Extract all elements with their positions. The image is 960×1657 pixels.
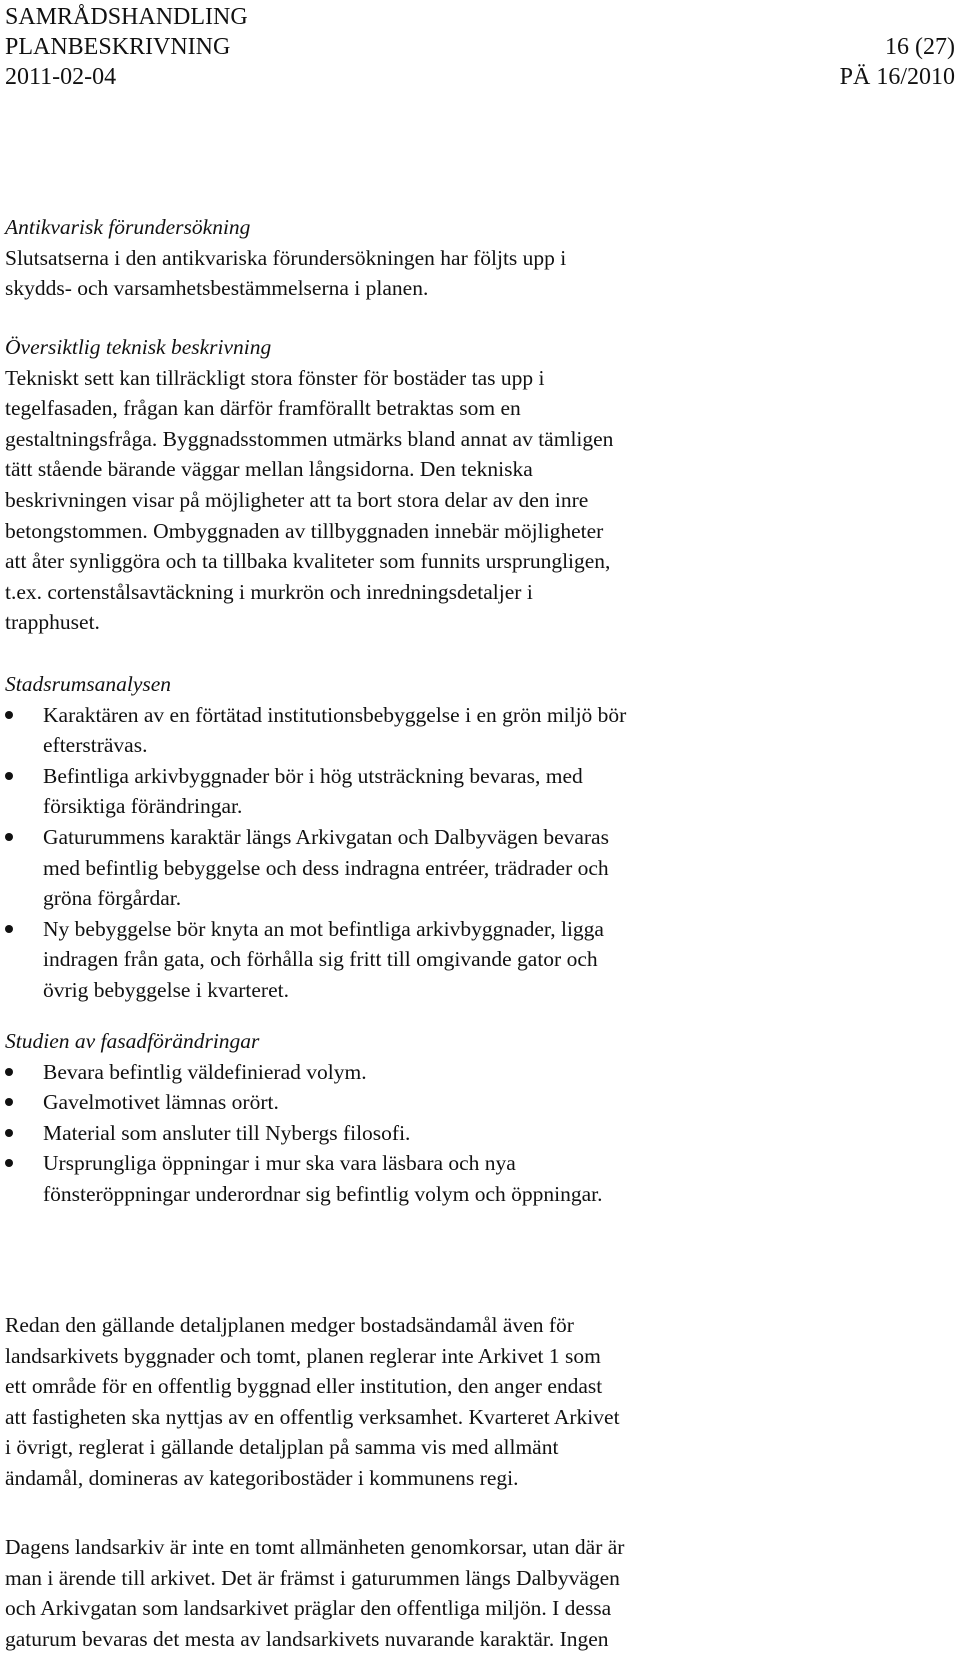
- item-line: Ny bebyggelse bör knyta an mot befintliga arkivbyggnader, ligga: [43, 916, 604, 941]
- item-line: indragen från gata, och förhålla sig fritt till omgivande gator och: [43, 947, 598, 972]
- paragraph-line: i övrigt, reglerat i gällande detaljplan på samma vis med allmänt: [5, 1435, 559, 1460]
- section-title: Stadsrumsanalysen: [5, 672, 172, 696]
- item-line: fönsteröppningar underordnar sig befintlig volym och öppningar.: [43, 1181, 603, 1206]
- document-type: PLANBESKRIVNING: [5, 34, 231, 60]
- section-title: Studien av fasadförändringar: [5, 1029, 260, 1053]
- page-number: 16 (27): [885, 34, 955, 60]
- paragraph-line: Slutsatserna i den antikvariska förundersökningen har följts upp i: [5, 245, 567, 270]
- list-item: [5, 822, 955, 914]
- header-row-3: [5, 62, 955, 92]
- paragraph-line: landsarkivets byggnader och tomt, planen reglerar inte Arkivet 1 som: [5, 1343, 601, 1368]
- item-line: Bevara befintlig väldefinierad volym.: [43, 1059, 367, 1084]
- bullet-icon: [5, 1098, 13, 1106]
- list-item: [5, 1148, 955, 1209]
- paragraph-line: trapphuset.: [5, 610, 100, 635]
- paragraph-line: att åter synliggöra och ta tillbaka kvaliteter som funnits ursprungligen,: [5, 549, 611, 574]
- bullet-icon: [5, 711, 13, 719]
- list-item: [5, 761, 955, 822]
- bullet-list: [5, 700, 955, 1006]
- paragraph-dagens: [5, 1532, 955, 1654]
- list-item: [5, 914, 955, 1006]
- item-line: Befintliga arkivbyggnader bör i hög utsträckning bevaras, med: [43, 763, 583, 788]
- item-line: Material som ansluter till Nybergs filosofi.: [43, 1120, 411, 1145]
- paragraph-line: att fastigheten ska nyttjas av en offentlig verksamhet. Kvarteret Arkivet: [5, 1404, 620, 1429]
- section-antikvarisk: [5, 212, 955, 304]
- paragraph-line: gaturum bevaras det mesta av landsarkivets nuvarande karaktär. Ingen: [5, 1626, 609, 1651]
- list-item: [5, 1057, 955, 1088]
- paragraph-line: man i ärende till arkivet. Det är främst i gaturummen längs Dalbyvägen: [5, 1565, 620, 1590]
- bullet-icon: [5, 772, 13, 780]
- bullet-icon: [5, 1129, 13, 1137]
- item-line: Karaktären av en förtätad institutionsbebyggelse i en grön miljö bör: [43, 702, 627, 727]
- section-title: Antikvarisk förundersökning: [5, 215, 251, 239]
- item-line: övrig bebyggelse i kvarteret.: [43, 977, 289, 1002]
- item-line: gröna förgårdar.: [43, 886, 182, 911]
- paragraph-line: skydds- och varsamhetsbestämmelserna i planen.: [5, 276, 429, 301]
- document-status: SAMRÅDSHANDLING: [5, 4, 248, 30]
- item-line: med befintlig bebyggelse och dess indragna entréer, trädrader och: [43, 855, 609, 880]
- header-row-2: [5, 32, 955, 62]
- document-page: [5, 2, 955, 1651]
- item-line: försiktiga förändringar.: [43, 794, 243, 819]
- paragraph-line: Dagens landsarkiv är inte en tomt allmänheten genomkorsar, utan där är: [5, 1535, 625, 1559]
- paragraph-line: Tekniskt sett kan tillräckligt stora fönster för bostäder tas upp i: [5, 365, 545, 390]
- bullet-list: [5, 1057, 955, 1210]
- bullet-icon: [5, 925, 13, 933]
- paragraph-redan: [5, 1310, 955, 1494]
- paragraph-line: t.ex. cortenstålsavtäckning i murkrön och inredningsdetaljer i: [5, 579, 533, 604]
- item-line: Gavelmotivet lämnas orört.: [43, 1090, 279, 1115]
- section-title: Översiktlig teknisk beskrivning: [5, 335, 272, 359]
- list-item: [5, 700, 955, 761]
- document-date: 2011-02-04: [5, 64, 117, 90]
- bullet-icon: [5, 1068, 13, 1076]
- paragraph-line: tätt stående bärande väggar mellan långsidorna. Den tekniska: [5, 457, 533, 482]
- list-item: [5, 1087, 955, 1118]
- section-stadsrum: [5, 669, 955, 1006]
- bullet-icon: [5, 1159, 13, 1167]
- paragraph-line: beskrivningen visar på möjligheter att ta bort stora delar av den inre: [5, 487, 589, 512]
- list-item: [5, 1118, 955, 1149]
- paragraph-line: ett område för en offentlig byggnad eller institution, den anger endast: [5, 1374, 603, 1399]
- item-line: eftersträvas.: [43, 733, 148, 758]
- paragraph-line: gestaltningsfråga. Byggnadsstommen utmärks bland annat av tämligen: [5, 426, 614, 451]
- bullet-icon: [5, 833, 13, 841]
- paragraph-line: ändamål, domineras av kategoribostäder i kommunens regi.: [5, 1465, 519, 1490]
- paragraph-line: betongstommen. Ombyggnaden av tillbyggnaden innebär möjligheter: [5, 518, 604, 543]
- page-header: [5, 2, 955, 94]
- paragraph-line: och Arkivgatan som landsarkivet präglar den offentliga miljön. I dessa: [5, 1596, 612, 1621]
- item-line: Ursprungliga öppningar i mur ska vara läsbara och nya: [43, 1151, 516, 1176]
- paragraph-line: tegelfasaden, frågan kan därför framförallt betraktas som en: [5, 396, 521, 421]
- section-oversiktlig: [5, 332, 955, 638]
- section-fasad: [5, 1026, 955, 1210]
- document-reference: PÄ 16/2010: [839, 64, 955, 90]
- item-line: Gaturummens karaktär längs Arkivgatan och Dalbyvägen bevaras: [43, 824, 609, 849]
- header-row-1: [5, 2, 955, 32]
- paragraph-line: Redan den gällande detaljplanen medger bostadsändamål även för: [5, 1313, 574, 1337]
